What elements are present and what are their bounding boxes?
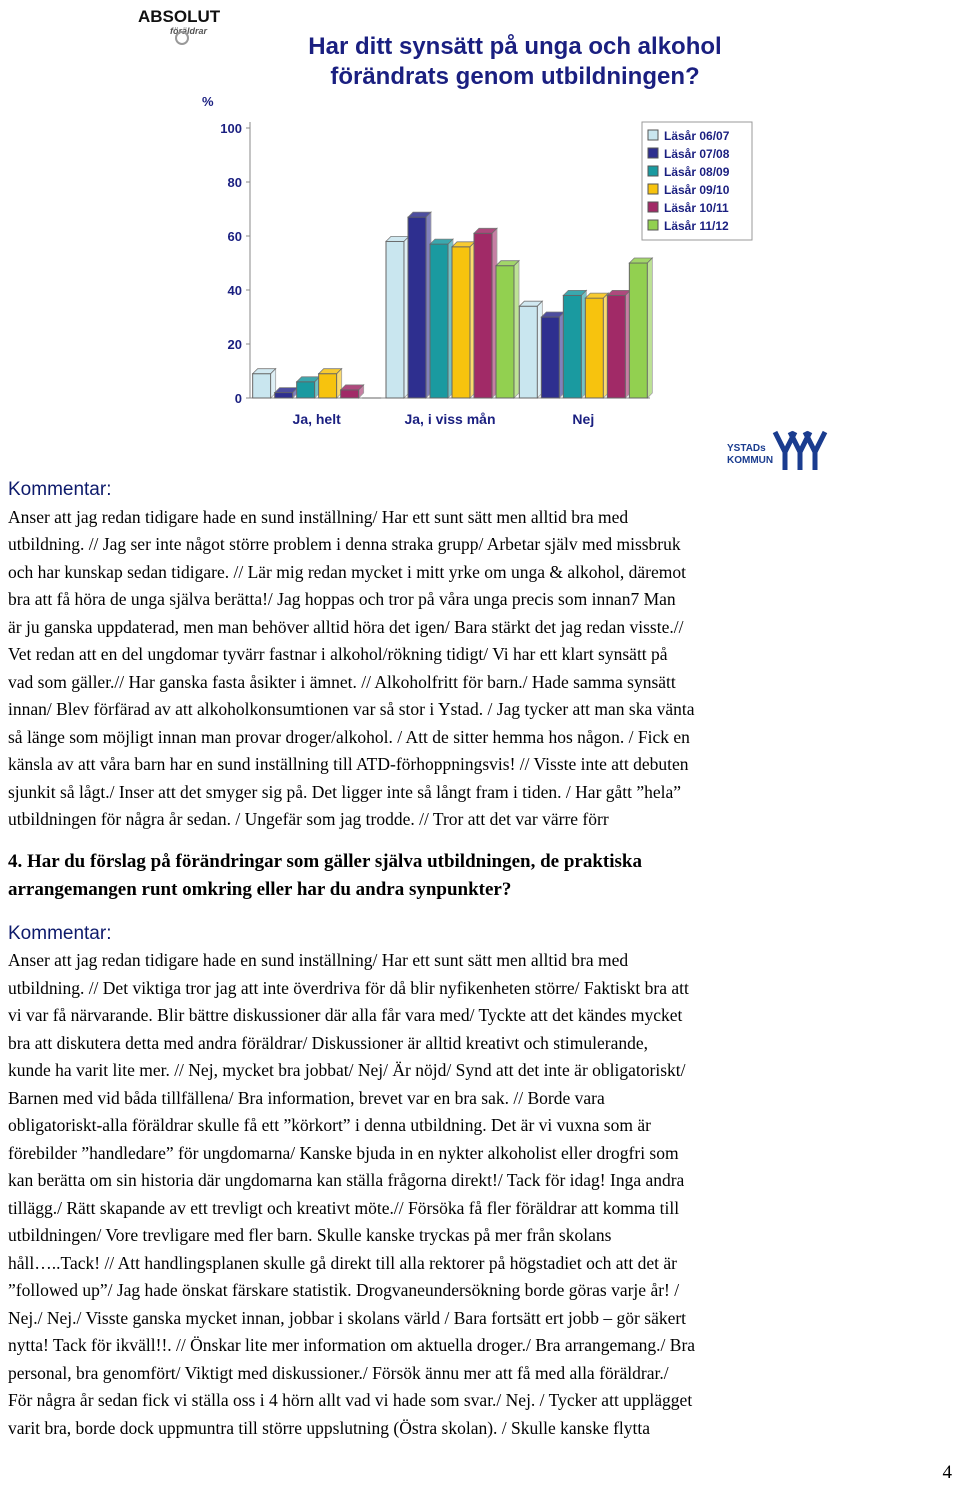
text-line: Vet redan att en del ungdomar tyvärr fastnar i alkohol/rökning tidigt/ Vi har ett klart synsätt på [8, 644, 668, 664]
legend-swatch [648, 184, 658, 194]
bar-chart [130, 0, 830, 475]
comment-heading-1: Kommentar: [8, 479, 112, 500]
text-line: 4. Har du förslag på förändringar som gäller själva utbildningen, de praktiska [8, 850, 642, 872]
legend-label: Läsår 07/08 [664, 147, 730, 161]
y-tick-label: 60 [227, 229, 242, 244]
legend-label: Läsår 11/12 [664, 219, 729, 233]
legend-swatch [648, 148, 658, 158]
bar [474, 233, 492, 398]
text-line: Anser att jag redan tidigare hade en sund inställning/ Har ett sunt sätt men alltid bra med [8, 506, 629, 527]
question-4-heading [8, 848, 954, 904]
text-line: personal, bra genomfört/ Viktigt med diskussioner./ Försök ännu mer att få med alla föräldrar./ [8, 1362, 669, 1383]
x-category-label: Ja, i viss mån [404, 411, 496, 427]
legend-swatch [648, 166, 658, 176]
ystad-logo-line-2: KOMMUN [727, 455, 774, 466]
text-line: För några år sedan fick vi ställa oss i 4 hörn allt vad vi hade som svar./ Nej. / Tycker att upplägget [8, 1390, 693, 1410]
legend-label: Läsår 10/11 [664, 201, 729, 215]
text-line: utbildningen/ Vore trevligare med fler barn. Skulle kanske tryckas på mer från skolans [8, 1225, 612, 1245]
text-line: tillägg./ Rätt skapande av ett trevligt och kreativt möte.// Försöka få fler föräldrar att komma till [8, 1197, 680, 1218]
bar [563, 295, 581, 398]
bar [253, 374, 271, 398]
text-line: utbildning. // Jag ser inte något större problem i denna straka grupp/ Arbetar själv med missbruk [8, 534, 681, 554]
text-line: innan/ Blev förfärad av att alkoholkonsumtionen var så stor i Ystad. / Jag tycker att man ska vänta [8, 699, 695, 719]
text-line: varit bra, borde dock uppmuntra till större uppslutning (Östra skolan). / Skulle kanske flytta [8, 1417, 651, 1438]
plot-area [220, 121, 752, 427]
legend-swatch [648, 202, 658, 212]
bar [496, 266, 514, 398]
bar [519, 306, 537, 398]
text-line: arrangemangen runt omkring eller har du andra synpunkter? [8, 878, 512, 900]
absolut-logo [138, 7, 221, 44]
text-line: vad som gäller.// Har ganska fasta åsikter i ämnet. // Alkoholfritt för barn./ Hade samma synsätt [8, 671, 676, 692]
text-line: utbildningen för några år sedan. / Ungefär som jag trodde. // Tror att det var värre förr [8, 809, 609, 829]
comment-section-1 [8, 504, 954, 834]
comment-heading-2: Kommentar: [8, 922, 112, 944]
ystad-logo-line-1: YSTADs [727, 443, 766, 454]
text-line: är ju ganska uppdaterad, men man behöver alltid höra det igen/ Bara stärkt det jag redan visste.// [8, 616, 684, 637]
legend-label: Läsår 09/10 [664, 183, 730, 197]
bar [585, 298, 603, 398]
legend-label: Läsår 08/09 [664, 165, 730, 179]
text-line: vi var få närvarande. Blir bättre diskussioner där alla får vara med/ Tyckte att det kändes mycket [8, 1005, 683, 1025]
text-line: kan berätta om sin historia där ungdomarna kan ställa frågorna direkt!/ Tack för idag! Inga andra [8, 1170, 685, 1190]
text-line: obligatoriskt-alla föräldrar skulle få ett ”körkort” i denna utbildning. Det är vi vuxna som är [8, 1115, 651, 1135]
legend-swatch [648, 220, 658, 230]
text-line: bra att diskutera detta med andra föräldrar/ Diskussioner är alltid kreativt och stimulerande, [8, 1032, 648, 1053]
bar [341, 390, 359, 398]
text-line: ”followed up”/ Jag hade önskat färskare statistik. Drogvaneundersökning borde göras varje år! / [8, 1280, 680, 1300]
bar [452, 247, 470, 398]
y-axis-label: % [202, 94, 214, 109]
x-category-label: Nej [572, 411, 595, 427]
bar [275, 393, 293, 398]
chart-figure [130, 0, 830, 475]
text-line: Barnen med vid båda tillfällena/ Bra information, brevet var en bra sak. // Borde vara [8, 1087, 605, 1108]
comment-section-2 [8, 947, 954, 1442]
bar-side [647, 258, 652, 398]
chart-title-line-2: förändrats genom utbildningen? [330, 63, 700, 90]
absolut-logo-text: ABSOLUT [138, 7, 221, 26]
ystad-logo [727, 432, 825, 470]
text-line: nytta! Tack för ikväll!!. // Önskar lite mer information om aktuella droger./ Bra arrangemang./ Bra [8, 1335, 696, 1355]
chart-title-line-1: Har ditt synsätt på unga och alkohol [308, 33, 722, 60]
y-tick-label: 100 [220, 121, 242, 136]
text-line: kunde ha varit lite mer. // Nej, mycket bra jobbat/ Nej/ Är nöjd/ Synd att det inte är obligatoriskt/ [8, 1060, 686, 1080]
bar [386, 241, 404, 398]
bar [297, 382, 315, 398]
ystad-logo-mark-icon [775, 432, 825, 470]
text-line: sjunkit så lågt./ Inser att det smyger sig på. Det ligger inte så långt fram i tiden. / Har gått ”hela” [8, 781, 682, 802]
bar-side [514, 261, 519, 398]
document-body [8, 476, 954, 1442]
bar [607, 295, 625, 398]
y-tick-label: 80 [227, 175, 242, 190]
legend-label: Läsår 06/07 [664, 129, 730, 143]
text-line: Nej./ Nej./ Visste ganska mycket innan, jobbar i skolans värld / Bara fortsätt ert jobb – gör säkert [8, 1307, 687, 1328]
text-line: håll…..Tack! // Att handlingsplanen skulle gå direkt till alla rektorer på högstadiet och att det är [8, 1252, 677, 1273]
y-tick-label: 0 [234, 391, 242, 406]
text-line: utbildning. // Det viktiga tror jag att inte överdriva för då blir nyfikenheten större/ Faktiskt bra att [8, 977, 689, 998]
bar [408, 217, 426, 398]
bar [319, 374, 337, 398]
page-number: 4 [942, 1462, 952, 1483]
text-line: Anser att jag redan tidigare hade en sund inställning/ Har ett sunt sätt men alltid bra med [8, 950, 629, 970]
bar [629, 263, 647, 398]
absolut-logo-subtext: föräldrar [170, 26, 208, 36]
bar [430, 244, 448, 398]
text-line: förebilder ”handledare” för ungdomarna/ Kanske bjuda in en nykter alkoholist eller drogfri som [8, 1142, 679, 1163]
text-line: så länge som möjligt innan man provar droger/alkohol. / Att de sitter hemma hos någon. / Fick en [8, 726, 690, 747]
y-tick-label: 40 [227, 283, 242, 298]
bar [541, 317, 559, 398]
text-line: känsla av att våra barn har en sund inställning till ATD-förhoppningsvis! // Visste inte att debuten [8, 754, 689, 774]
text-line: och har kunskap sedan tidigare. // Lär mig redan mycket i mitt yrke om unga & alkohol, däremot [8, 561, 686, 582]
text-line: bra att få höra de unga själva berätta!/ Jag hoppas och tror på våra unga precis som innan7 Man [8, 589, 676, 609]
x-category-label: Ja, helt [292, 411, 341, 427]
legend-swatch [648, 130, 658, 140]
y-tick-label: 20 [227, 337, 242, 352]
